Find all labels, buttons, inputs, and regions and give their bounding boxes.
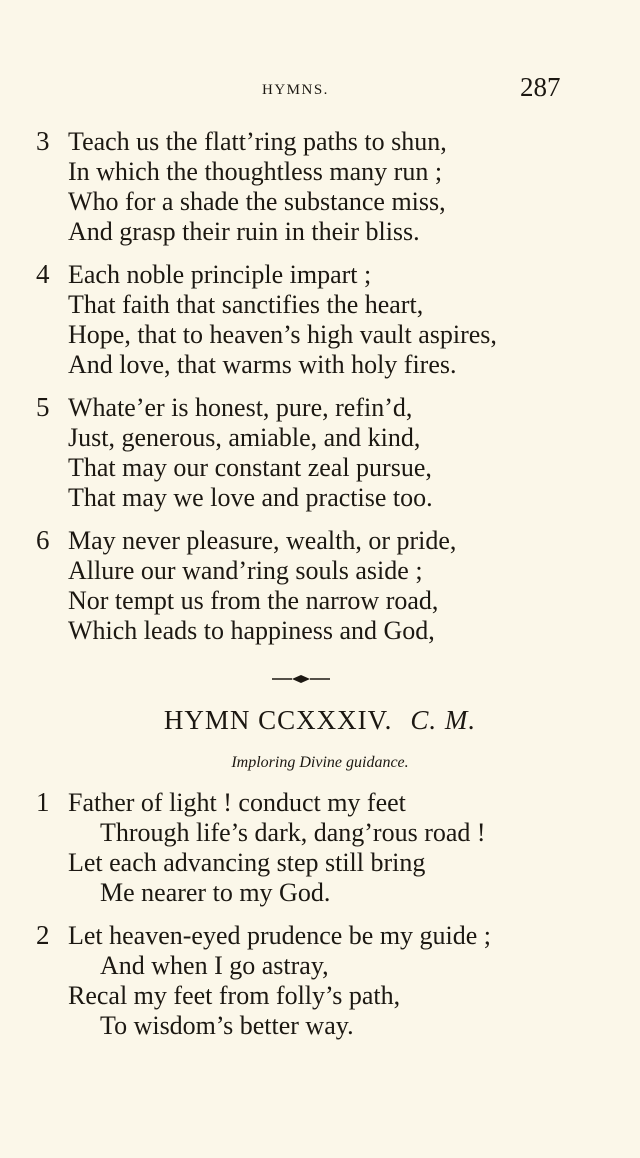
verse-line: That faith that sanctifies the heart, — [68, 290, 424, 319]
running-head: HYMNS. — [262, 82, 329, 98]
stanza-number: 3 — [36, 126, 50, 156]
stanza-number: 1 — [36, 787, 50, 817]
verse-line-indented: And when I go astray, — [100, 951, 329, 980]
verse-line: Allure our wand’ring souls aside ; — [68, 556, 423, 585]
hymn-title — [0, 705, 640, 736]
verse-line: In which the thoughtless many run ; — [68, 157, 443, 186]
stanza-number: 4 — [36, 259, 50, 289]
verse-line: Let each advancing step still bring — [68, 848, 426, 877]
verse-line-indented: Me nearer to my God. — [100, 878, 331, 907]
verse-line: That may we love and practise too. — [68, 483, 433, 512]
verse-line: Just, generous, amiable, and kind, — [68, 423, 421, 452]
verse-line: Let heaven-eyed prudence be my guide ; — [68, 921, 492, 950]
stanza-number: 6 — [36, 525, 50, 555]
hymn-subtitle: Imploring Divine guidance. — [231, 754, 409, 771]
stanza-number: 5 — [36, 392, 50, 422]
verse-line: Each noble principle impart ; — [68, 260, 372, 289]
verse-line: And love, that warms with holy fires. — [68, 350, 457, 379]
verse-line: That may our constant zeal pursue, — [68, 453, 432, 482]
verse-line: Father of light ! conduct my feet — [68, 788, 406, 817]
verse-line-indented: To wisdom’s better way. — [100, 1011, 354, 1040]
verse-line: Recal my feet from folly’s path, — [68, 981, 401, 1010]
verse-line-indented: Through life’s dark, dang’rous road ! — [100, 818, 486, 847]
page-number: 287 — [520, 72, 561, 102]
verse-line: Who for a shade the substance miss, — [68, 187, 446, 216]
verse-line: Whate’er is honest, pure, refin’d, — [68, 393, 413, 422]
verse-line: May never pleasure, wealth, or pride, — [68, 526, 457, 555]
ornament-divider — [270, 672, 332, 686]
hymn-number: HYMN CCXXXIV. — [163, 705, 393, 735]
verse-line: Nor tempt us from the narrow road, — [68, 586, 439, 615]
verse-line: Hope, that to heaven’s high vault aspires, — [68, 320, 497, 349]
verse-line: And grasp their ruin in their bliss. — [68, 217, 420, 246]
verse-line: Teach us the flatt’ring paths to shun, — [68, 127, 447, 156]
hymn-meter: C. M. — [410, 705, 477, 735]
stanza-number: 2 — [36, 920, 50, 950]
verse-line: Which leads to happiness and God, — [68, 616, 435, 645]
page-header — [0, 72, 640, 112]
